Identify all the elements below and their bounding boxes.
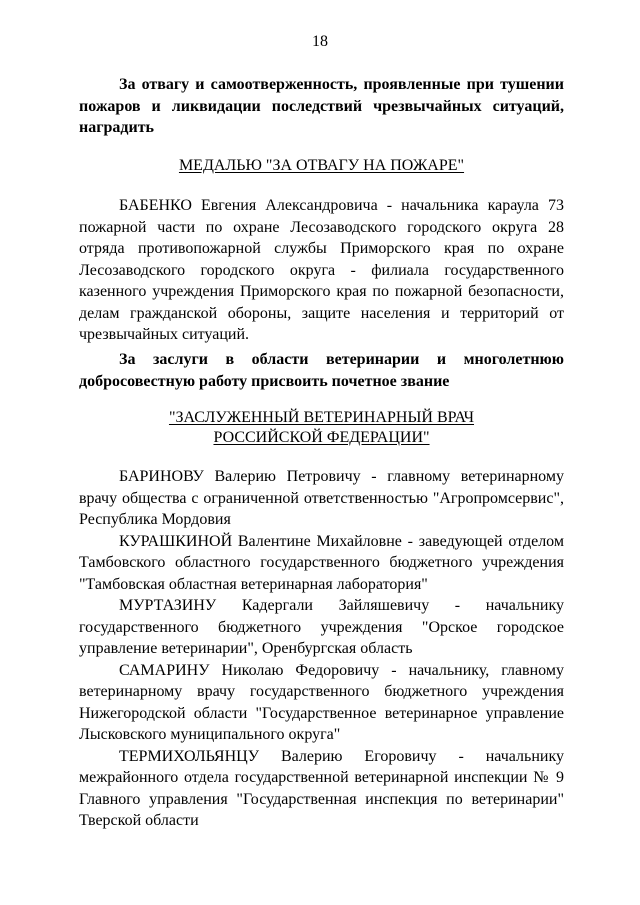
section2-awardees [79,466,564,832]
section1-award-title-text: МЕДАЛЬЮ "ЗА ОТВАГУ НА ПОЖАРЕ" [178,157,465,174]
awardee-murtazin: МУРТАЗИНУ Кадергали Зайляшевичу - начальнику государственного бюджетного учреждения "Орское городское управление ветеринарии", Оренбургская область [79,597,564,657]
awardee-barinov: БАРИНОВУ Валерию Петровичу - главному ветеринарному врачу общества с ограниченной ответственностью "Агропромсервис", Республика Мордовия [79,468,564,528]
section2-award-title [79,408,564,448]
awardee-kurashkina: КУРАШКИНОЙ Валентине Михайловне - заведующей отделом Тамбовского областного государственного бюджетного учреждения "Тамбовская областная ветеринарная лаборатория" [79,532,564,593]
section1-intro: За отвагу и самоотверженность, проявленные при тушении пожаров и ликвидации последствий чрезвычайных ситуаций, наградить [79,76,564,136]
section2-award-title-line1: "ЗАСЛУЖЕННЫЙ ВЕТЕРИНАРНЫЙ ВРАЧ [168,409,475,426]
section2-intro: За заслуги в области ветеринарии и многолетнюю добросовестную работу присвоить почетное звание [79,351,564,390]
awardee-termikholyants: ТЕРМИХОЛЬЯНЦУ Валерию Егоровичу - начальнику межрайонного отдела государственной ветеринарной инспекции № 9 Главного управления "Государственная инспекция по ветеринарии" Тверской области [79,747,564,829]
section1-award-title [79,156,564,176]
section2-award-title-line2: РОССИЙСКОЙ ФЕДЕРАЦИИ" [213,429,430,446]
awardee-samarin: САМАРИНУ Николаю Федоровичу - начальнику, главному ветеринарному врачу государственного бюджетного учреждения Нижегородской области "Государственное ветеринарное управление Лысковского муниципального округа" [79,661,564,743]
awardee-babenko: БАБЕНКО Евгения Александровича - начальника караула 73 пожарной части по охране Лесозаводского городского округа 28 отряда противопожарной службы Приморского края по охране Лесозаводского городского округа - филиала государственного казенного учреждения Приморского края по пожарной безопасности, делам гражданской обороны, защите населения и территорий от чрезвычайных ситуаций. [79,197,564,343]
page-number: 18 [312,33,328,50]
section1-awardee [79,195,564,346]
